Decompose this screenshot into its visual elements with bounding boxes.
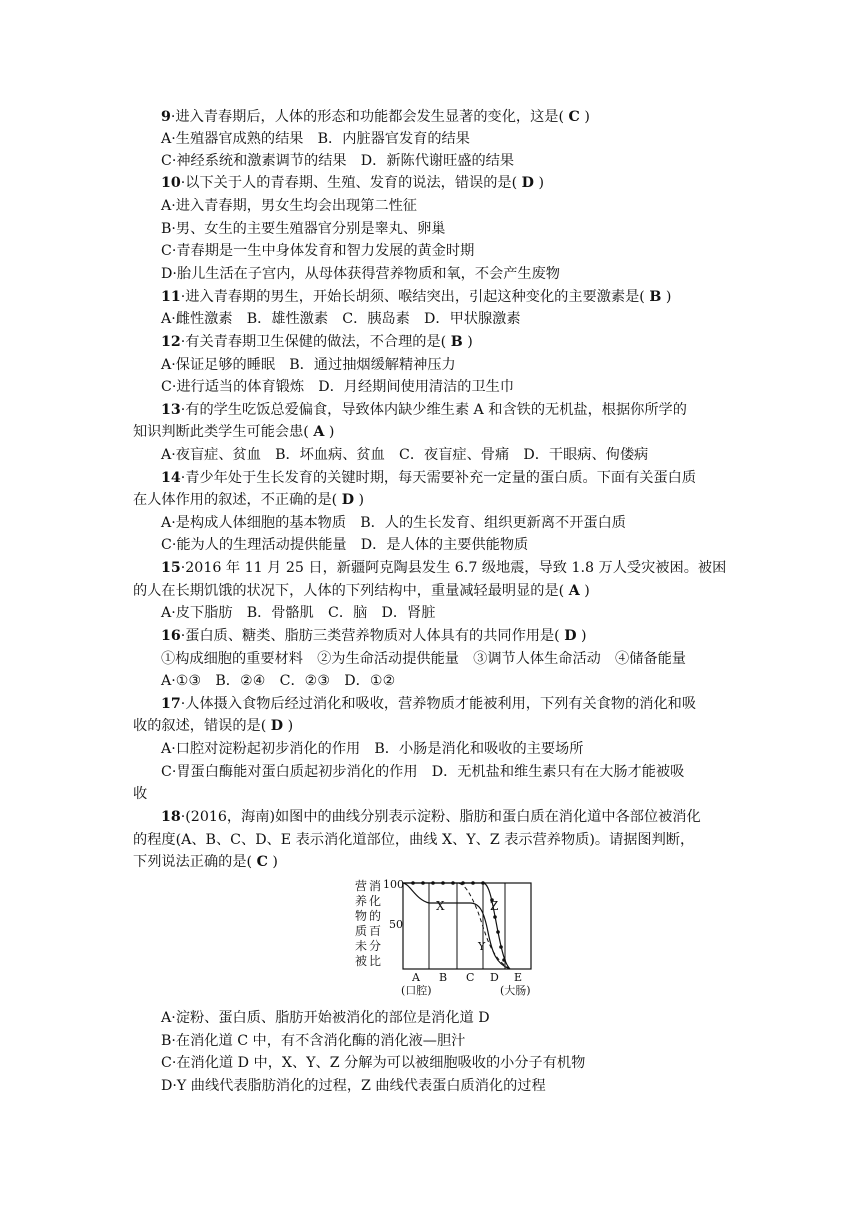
line-text: ·人体摄入食物后经过消化和吸收，营养物质才能被利用，下列有关食物的消化和吸 [180,696,697,712]
y-tick-50: 50 [389,918,403,931]
answer-letter: D [270,718,284,734]
question-number: 18 [161,809,181,825]
text-line-q10a [161,196,417,216]
answer-letter: A [313,424,325,440]
text-line-q13a [161,445,648,465]
text-line-q18b [133,830,694,850]
text-line-q9 [161,107,590,127]
text-line-q18 [161,807,701,827]
ylabel-char: 化 [369,894,382,908]
text-line-q12c [161,377,514,397]
line-text: A·淀粉、蛋白质、脂肪开始被消化的部位是消化道 D [161,1010,490,1026]
line-tail: ) [584,583,590,599]
line-text: ·进入青春期后，人体的形态和功能都会发生显著的变化，这是( [170,109,564,125]
text-line-q17b [133,716,293,736]
answer-letter: C [256,854,268,870]
ylabel-char: 养 [355,894,368,908]
text-line-q11 [161,287,671,307]
line-tail: ) [358,492,365,508]
line-text: ·有的学生吃饭总爱偏食，导致体内缺少维生素 A 和含铁的无机盐，根据你所学的 [180,402,687,418]
line-text: D·胎儿生活在子宫内，从母体获得营养物质和氧，不会产生废物 [161,266,560,282]
line-text: C·进行适当的体育锻炼 D．月经期间使用清洁的卫生巾 [161,379,515,395]
line-text: 知识判断此类学生可能会患( [133,424,309,440]
text-line-q13b [133,422,334,442]
line-text: B·男、女生的主要生殖器官分别是睾丸、卵巢 [161,221,446,237]
line-text: A·夜盲症、贫血 B．坏血病、贫血 C．夜盲症、骨痛 D．干眼病、佝偻病 [161,447,649,463]
question-number: 16 [161,628,181,644]
ylabel-char: 消 [369,879,382,893]
text-line-q12 [161,332,473,352]
line-tail: ) [584,109,590,125]
answer-letter: A [568,583,580,599]
ylabel-char: 比 [369,954,382,968]
digestion-figure [340,872,540,1000]
answer-letter: B [450,334,463,350]
text-line-q15b [133,581,590,601]
ylabel-char: 未 [355,939,368,953]
text-line-q16 [161,626,587,646]
text-line-q10c [161,241,474,261]
line-text: A·生殖器官成熟的结果 B．内脏器官发育的结果 [161,131,470,147]
line-text: ·有关青春期卫生保健的做法，不合理的是( [180,334,447,350]
line-text: C·神经系统和激素调节的结果 D．新陈代谢旺盛的结果 [161,153,515,169]
answer-letter: B [649,289,662,305]
line-text: ·蛋白质、糖类、脂肪三类营养物质对人体具有的共同作用是( [180,628,560,644]
answer-letter: C [568,109,580,125]
curve-label-x: X [436,899,445,913]
text-line-q10d [161,264,560,284]
line-text: A·皮下脂肪 B．骨骼肌 C．脑 D．肾脏 [161,605,436,621]
text-line-q9c [161,151,514,171]
x-sub-mouth: (口腔) [401,984,432,997]
text-line-q14c [161,535,528,555]
line-text: ·进入青春期的男生，开始长胡须、喉结突出，引起这种变化的主要激素是( [180,289,645,305]
text-line-q16a [161,671,395,691]
ylabel-char: 百 [369,924,382,938]
answer-letter: D [341,492,354,508]
ylabel-char: 质 [355,924,368,938]
question-number: 10 [161,175,181,191]
line-tail: ) [581,628,587,644]
line-text: C·青春期是一生中身体发育和智力发展的黄金时期 [161,243,475,259]
text-line-q17 [161,694,696,714]
text-line-q18bb [161,1031,465,1051]
question-number: 17 [161,696,181,712]
text-line-q15 [161,558,726,578]
text-line-q14 [161,468,696,488]
ylabel-char: 营 [355,879,368,893]
curve-z-dots [411,881,506,962]
text-line-q17c [161,762,684,782]
question-number: 12 [161,334,181,350]
line-tail: ) [328,424,335,440]
line-text: D·Y 曲线代表脂肪消化的过程，Z 曲线代表蛋白质消化的过程 [161,1078,546,1094]
text-line-q17a [161,739,583,759]
line-text: ·2016 年 11 月 25 日，新疆阿克陶县发生 6.7 级地震，导致 1.8 万人受灾被困。被困 [180,560,727,576]
question-number: 9 [161,109,171,125]
line-text: A·是构成人体细胞的基本物质 B．人的生长发育、组织更新离不开蛋白质 [161,515,626,531]
line-text: C·胃蛋白酶能对蛋白质起初步消化的作用 D．无机盐和维生素只有在大肠才能被吸 [161,764,685,780]
answer-letter: D [521,175,534,191]
text-line-q14a [161,513,626,533]
line-text: A·进入青春期，男女生均会出现第二性征 [161,198,417,214]
line-text: ·青少年处于生长发育的关键时期，每天需要补充一定量的蛋白质。下面有关蛋白质 [180,470,697,486]
line-text: B·在消化道 C 中，有不含消化酶的消化液—胆汁 [161,1033,466,1049]
line-text: ·以下关于人的青春期、生殖、发育的说法，错误的是( [180,175,518,191]
ylabel-char: 被 [355,954,368,968]
line-text: 收的叙述，错误的是( [133,718,267,734]
text-line-q12a [161,355,456,375]
x-label-b: B [439,971,448,984]
text-line-q10 [161,173,544,193]
line-text: A·口腔对淀粉起初步消化的作用 B．小肠是消化和吸收的主要场所 [161,741,584,757]
text-line-q18c [133,852,278,872]
line-tail: ) [467,334,473,350]
x-label-e: E [514,971,523,984]
line-text: 在人体作用的叙述，不正确的是( [133,492,338,508]
line-text: 收 [133,786,148,802]
question-number: 11 [161,289,181,305]
text-line-q9a [161,129,470,149]
answer-letter: D [564,628,577,644]
text-line-q18d [161,1076,546,1096]
line-text: A·保证足够的睡眠 B．通过抽烟缓解精神压力 [161,357,456,373]
curve-label-z: Z [490,899,499,913]
question-number: 13 [161,402,181,418]
question-number: 14 [161,470,181,486]
y-tick-100: 100 [383,878,404,891]
ylabel-char: 物 [355,909,368,923]
line-text: 的人在长期饥饿的状况下，人体的下列结构中，重量减轻最明显的是( [133,583,565,599]
line-text: ①构成细胞的重要材料 ②为生命活动提供能量 ③调节人体生命活动 ④储备能量 [161,651,686,667]
line-text: A·雌性激素 B．雄性激素 C．胰岛素 D．甲状腺激素 [161,311,521,327]
x-label-a: A [412,971,420,984]
text-line-q13 [161,400,687,420]
digestion-chart [340,872,540,1000]
text-line-q18a [161,1008,490,1028]
text-line-q14b [133,490,364,510]
curve-label-y: Y [478,940,486,953]
text-line-q11a [161,309,521,329]
text-line-q17d [133,784,147,804]
line-tail: ) [287,718,294,734]
ylabel-char: 分 [369,939,382,953]
text-line-q18cc [161,1053,585,1073]
line-text: ·(2016，海南)如图中的曲线分别表示淀粉、脂肪和蛋白质在消化道中各部位被消化 [180,809,701,825]
question-number: 15 [161,560,181,576]
line-tail: ) [538,175,544,191]
text-line-q10b [161,219,446,239]
x-label-d: D [490,971,499,984]
y-axis-label [355,878,381,968]
line-tail: ) [665,289,672,305]
line-text: C·能为人的生理活动提供能量 D．是人体的主要供能物质 [161,537,529,553]
ylabel-char: 的 [369,909,382,923]
x-label-c: C [466,971,475,984]
plot-frame [403,883,531,969]
line-tail: ) [272,854,278,870]
text-line-q16x [161,649,686,669]
line-text: C·在消化道 D 中，X、Y、Z 分解为可以被细胞吸收的小分子有机物 [161,1055,586,1071]
line-text: A·①③ B．②④ C．②③ D．①② [161,673,396,689]
text-line-q15a [161,603,435,623]
line-text: 下列说法正确的是( [133,854,253,870]
x-sub-colon: (大肠) [500,984,531,997]
line-text: 的程度(A、B、C、D、E 表示消化道部位，曲线 X、Y、Z 表示营养物质)。请据图判断， [133,832,695,848]
